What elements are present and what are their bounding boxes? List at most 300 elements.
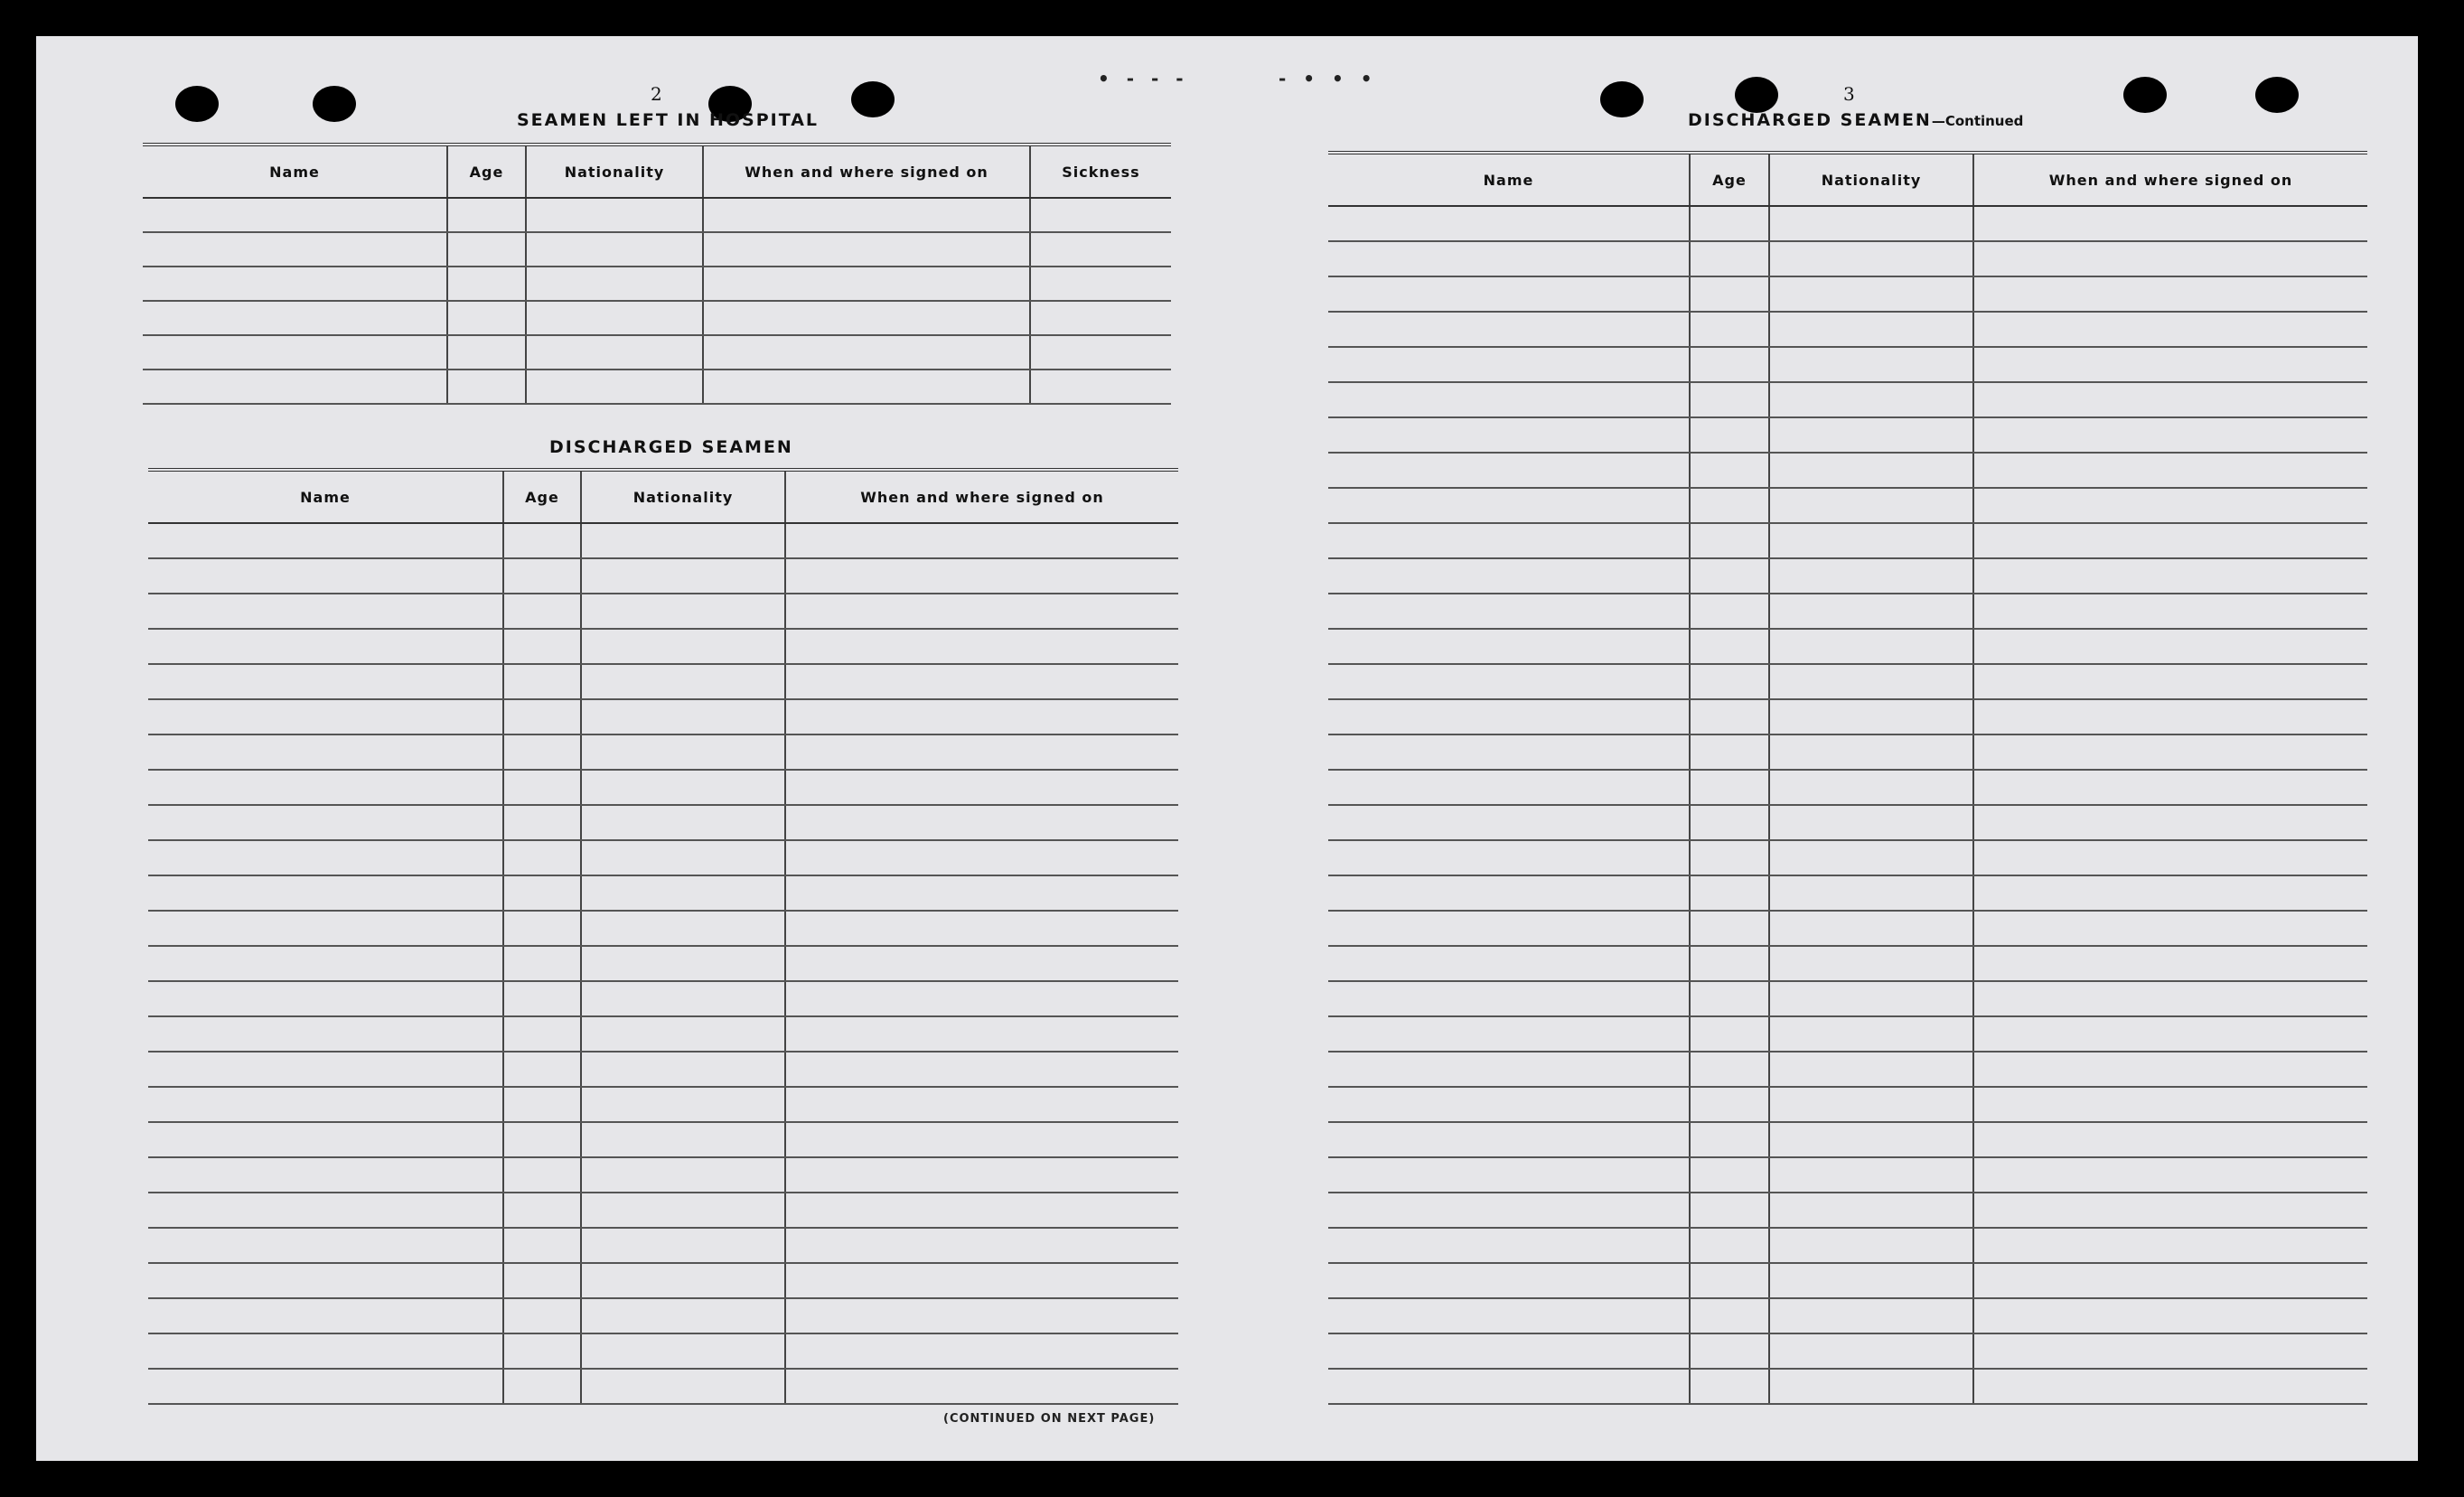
table-cell [1770,771,1974,804]
table-cell [148,700,504,734]
table-cell [504,559,582,593]
table-cell [786,524,1178,557]
table-row [143,336,1171,370]
table-row [148,630,1178,665]
table-cell [1328,524,1691,557]
table-cell [582,559,786,593]
table-cell [148,1123,504,1156]
table-row [1328,735,2367,771]
table-cell [1328,383,1691,416]
table-cell [786,700,1178,734]
table-row [1328,1017,2367,1053]
table-cell [786,771,1178,804]
table-cell [1328,1193,1691,1227]
continued-note: (CONTINUED ON NEXT PAGE) [943,1412,1156,1426]
table-cell [582,947,786,980]
table-cell [504,524,582,557]
table-cell [1691,489,1770,522]
table-row [1328,665,2367,700]
table-cell [1691,912,1770,945]
table-cell [786,947,1178,980]
table-cell [1974,947,2367,980]
table-cell [1974,1229,2367,1262]
table-cell [1328,806,1691,839]
table-cell [1974,418,2367,452]
table-cell [1328,1334,1691,1368]
table-row [148,735,1178,771]
table-row [148,524,1178,559]
column-header-name: Name [143,146,448,197]
table-row [148,1053,1178,1088]
table-cell [1770,630,1974,663]
table-cell [1770,1264,1974,1297]
table-row [148,771,1178,806]
column-header-signed-on: When and where signed on [704,146,1031,197]
table-row [1328,454,2367,489]
table-row [1328,277,2367,313]
table-cell [582,700,786,734]
table-cell [1691,348,1770,381]
table-cell [1974,841,2367,875]
discharged-continued-table-header [1328,154,2367,207]
table-cell [527,233,704,266]
column-header-age: Age [448,146,527,197]
table-row [1328,1193,2367,1229]
table-cell [504,1158,582,1192]
table-cell [786,1158,1178,1192]
table-cell [1328,454,1691,487]
table-row [1328,1088,2367,1123]
table-cell [582,1158,786,1192]
table-cell [1974,242,2367,276]
table-cell [704,267,1031,300]
table-row [148,876,1178,912]
table-cell [1974,1299,2367,1333]
table-row [1328,348,2367,383]
table-cell [1770,454,1974,487]
table-cell [582,912,786,945]
table-cell [148,1158,504,1192]
table-row [1328,1334,2367,1370]
table-cell [1974,735,2367,769]
table-cell [1328,947,1691,980]
table-row [1328,489,2367,524]
punch-hole [2123,77,2167,113]
table-cell [1691,1264,1770,1297]
table-cell [704,336,1031,369]
column-header-nationality: Nationality [1770,154,1974,205]
column-header-nationality: Nationality [527,146,704,197]
table-row [1328,841,2367,876]
table-cell [1974,1334,2367,1368]
table-cell [504,594,582,628]
table-cell [1974,489,2367,522]
table-cell [1031,267,1171,300]
table-cell [786,594,1178,628]
table-cell [1770,418,1974,452]
table-cell [786,1053,1178,1086]
table-cell [143,336,448,369]
table-cell [1770,735,1974,769]
table-cell [1691,700,1770,734]
table-cell [148,559,504,593]
table-cell [1328,982,1691,1015]
table-cell [1328,277,1691,311]
table-row [1328,947,2367,982]
table-cell [1770,841,1974,875]
table-cell [704,199,1031,231]
table-cell [1770,1123,1974,1156]
table-cell [527,302,704,334]
hospital-table-header [143,146,1171,199]
table-cell [504,912,582,945]
punch-hole [851,81,895,117]
table-row [1328,1370,2367,1405]
table-cell [504,806,582,839]
table-cell [1691,454,1770,487]
table-cell [504,1334,582,1368]
table-cell [1974,1158,2367,1192]
table-row [1328,912,2367,947]
table-cell [582,1123,786,1156]
table-cell [1328,665,1691,698]
table-cell [1770,1334,1974,1368]
table-cell [448,199,527,231]
table-cell [148,735,504,769]
table-cell [786,1123,1178,1156]
table-cell [1974,594,2367,628]
table-cell [504,1264,582,1297]
table-cell [1328,912,1691,945]
punch-hole [313,86,356,122]
table-cell [1691,207,1770,240]
table-cell [143,233,448,266]
table-cell [582,806,786,839]
table-cell [1328,594,1691,628]
table-cell [1691,418,1770,452]
table-cell [582,1264,786,1297]
table-cell [448,233,527,266]
table-cell [148,771,504,804]
table-cell [148,1229,504,1262]
table-cell [504,735,582,769]
table-cell [1328,1229,1691,1262]
table-row [148,982,1178,1017]
table-cell [504,700,582,734]
table-cell [1770,594,1974,628]
table-row [148,559,1178,594]
table-cell [1691,1299,1770,1333]
table-cell [704,302,1031,334]
table-cell [448,302,527,334]
table-cell [143,302,448,334]
table-cell [1328,313,1691,346]
table-cell [1770,489,1974,522]
table-row [143,199,1171,233]
table-row [1328,806,2367,841]
table-cell [1691,242,1770,276]
table-cell [1974,912,2367,945]
table-cell [1974,771,2367,804]
table-cell [1770,665,1974,698]
table-row [148,1017,1178,1053]
table-cell [1328,418,1691,452]
table-cell [1770,313,1974,346]
table-cell [786,735,1178,769]
table-cell [1770,383,1974,416]
table-cell [504,982,582,1015]
table-cell [582,1088,786,1121]
table-row [148,1264,1178,1299]
table-cell [527,336,704,369]
table-cell [582,982,786,1015]
table-cell [1031,302,1171,334]
table-cell [1031,336,1171,369]
table-cell [1691,1334,1770,1368]
table-cell [1691,277,1770,311]
table-row [148,841,1178,876]
table-cell [1691,735,1770,769]
table-cell [1691,1123,1770,1156]
table-cell [1691,1017,1770,1051]
column-header-name: Name [148,472,504,522]
table-cell [148,947,504,980]
table-cell [786,665,1178,698]
hospital-table [143,143,1171,405]
table-cell [504,1299,582,1333]
table-cell [1691,1229,1770,1262]
table-cell [504,630,582,663]
table-cell [1691,876,1770,910]
table-cell [1770,982,1974,1015]
table-cell [1328,207,1691,240]
table-cell [1328,841,1691,875]
table-cell [148,912,504,945]
table-cell [704,370,1031,403]
table-cell [1328,559,1691,593]
table-row [148,912,1178,947]
table-cell [1328,735,1691,769]
table-cell [148,1088,504,1121]
table-row [143,370,1171,405]
table-cell [582,630,786,663]
table-cell [148,630,504,663]
table-cell [1691,1370,1770,1403]
table-cell [1770,1229,1974,1262]
table-cell [704,233,1031,266]
table-row [1328,242,2367,277]
table-cell [1770,1088,1974,1121]
table-cell [1691,383,1770,416]
punch-hole [175,86,219,122]
table-cell [1974,876,2367,910]
table-row [1328,524,2367,559]
table-cell [1691,594,1770,628]
table-cell [582,1334,786,1368]
column-header-age: Age [1691,154,1770,205]
table-cell [786,982,1178,1015]
table-cell [786,630,1178,663]
table-row [1328,1053,2367,1088]
table-row [148,1193,1178,1229]
table-cell [1691,771,1770,804]
table-cell [582,1017,786,1051]
table-cell [1031,199,1171,231]
table-cell [1328,700,1691,734]
discharged-continued-suffix: —Continued [1931,113,2024,129]
table-cell [148,1334,504,1368]
table-cell [448,336,527,369]
table-cell [582,1370,786,1403]
table-cell [786,912,1178,945]
punch-hole [2255,77,2299,113]
column-header-nationality: Nationality [582,472,786,522]
table-cell [582,1299,786,1333]
table-cell [1691,1053,1770,1086]
table-cell [504,1017,582,1051]
table-cell [1770,207,1974,240]
discharged-continued-table-body [1328,207,2367,1405]
table-cell [1974,1370,2367,1403]
table-cell [504,1229,582,1262]
table-cell [1974,524,2367,557]
table-cell [1770,912,1974,945]
table-cell [582,876,786,910]
discharged-table [148,468,1178,1405]
table-cell [786,1229,1178,1262]
table-cell [1770,876,1974,910]
table-cell [1770,806,1974,839]
table-cell [1328,1088,1691,1121]
table-row [148,1299,1178,1334]
table-cell [1691,841,1770,875]
table-cell [1328,1053,1691,1086]
table-cell [1974,559,2367,593]
table-cell [1691,947,1770,980]
table-cell [1974,1017,2367,1051]
table-cell [1974,665,2367,698]
table-cell [1974,1053,2367,1086]
top-mark-right: ‑ • • • [1279,68,1378,89]
table-cell [1328,630,1691,663]
table-cell [1691,982,1770,1015]
column-header-signed-on: When and where signed on [860,488,1104,506]
table-row [1328,982,2367,1017]
top-mark-left: • ‑ ‑ ‑ [1098,68,1189,89]
table-cell [1974,348,2367,381]
table-cell [1691,665,1770,698]
table-cell [1328,876,1691,910]
table-cell [448,267,527,300]
table-cell [582,1193,786,1227]
table-row [143,233,1171,267]
hospital-section-title: SEAMEN LEFT IN HOSPITAL [517,110,820,130]
table-cell [582,1229,786,1262]
table-cell [786,1193,1178,1227]
document-sheet [36,36,2418,1461]
table-cell [148,1017,504,1051]
table-cell [1770,700,1974,734]
table-cell [582,1053,786,1086]
table-row [143,302,1171,336]
table-cell [148,1264,504,1297]
table-row [148,1370,1178,1405]
table-row [1328,418,2367,454]
table-cell [148,982,504,1015]
table-cell [786,876,1178,910]
table-row [1328,559,2367,594]
table-cell [148,876,504,910]
discharged-continued-title [1688,110,2023,130]
hospital-table-body [143,199,1171,405]
table-row [1328,700,2367,735]
table-row [148,1123,1178,1158]
table-cell [1770,1193,1974,1227]
table-cell [504,1123,582,1156]
table-cell [1770,947,1974,980]
table-cell [143,267,448,300]
table-cell [582,735,786,769]
table-cell [1974,383,2367,416]
table-row [1328,1158,2367,1193]
table-cell [527,199,704,231]
punch-hole [1735,77,1778,113]
table-cell [1974,1088,2367,1121]
table-cell [582,665,786,698]
page-number-left: 2 [651,83,662,105]
column-header-age: Age [504,472,582,522]
table-row [143,267,1171,302]
table-cell [1328,242,1691,276]
punch-hole [1600,81,1644,117]
table-cell [1691,806,1770,839]
table-row [148,947,1178,982]
table-cell [1770,1370,1974,1403]
table-row [1328,1299,2367,1334]
table-cell [1691,1158,1770,1192]
table-row [148,700,1178,735]
table-cell [1328,348,1691,381]
table-cell [1328,1123,1691,1156]
table-cell [527,370,704,403]
table-cell [1691,1193,1770,1227]
table-cell [504,1193,582,1227]
table-cell [1770,1158,1974,1192]
table-cell [1691,630,1770,663]
table-cell [786,1370,1178,1403]
table-cell [504,1053,582,1086]
table-cell [148,1193,504,1227]
table-cell [1770,559,1974,593]
table-cell [148,594,504,628]
table-cell [148,665,504,698]
table-cell [1770,348,1974,381]
table-cell [786,559,1178,593]
table-cell [1974,454,2367,487]
discharged-continued-title-main: DISCHARGED SEAMEN [1688,110,1932,130]
table-cell [1770,1017,1974,1051]
table-cell [143,199,448,231]
table-cell [1328,1158,1691,1192]
table-row [148,594,1178,630]
page-number-right: 3 [1843,83,1855,105]
table-row [1328,313,2367,348]
table-cell [1770,1299,1974,1333]
table-cell [1974,1264,2367,1297]
table-cell [1974,207,2367,240]
table-cell [148,524,504,557]
table-row [148,665,1178,700]
